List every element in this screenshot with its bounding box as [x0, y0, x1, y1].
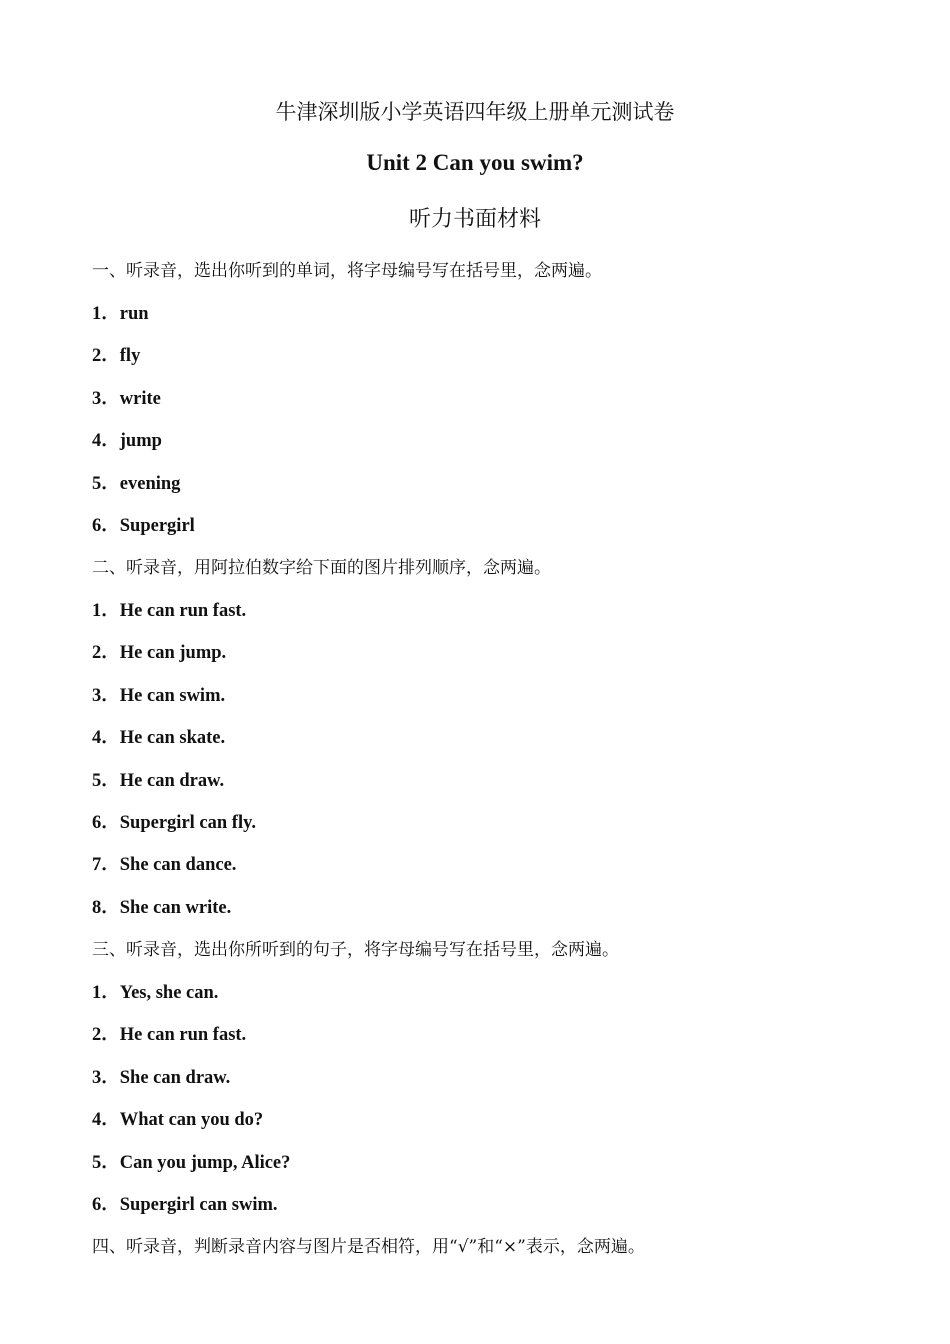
item-number: 3．: [92, 686, 120, 706]
item-text: Can you jump, Alice?: [119, 1153, 291, 1173]
list-item: [92, 850, 236, 876]
item-number: 6．: [92, 516, 120, 536]
item-text: He can jump.: [119, 643, 227, 663]
item-text: fly: [119, 346, 141, 366]
item-text: write: [119, 389, 161, 409]
document-title: 牛津深圳版小学英语四年级上册单元测试卷: [275, 100, 675, 124]
list-item: [92, 723, 225, 749]
item-number: 8．: [92, 898, 120, 918]
item-text: He can run fast.: [119, 1025, 247, 1045]
item-text: She can draw.: [119, 1068, 231, 1088]
item-number: 5．: [92, 474, 120, 494]
list-item: [92, 638, 226, 664]
list-item: [92, 1063, 230, 1089]
list-item: [92, 1148, 290, 1174]
item-number: 5．: [92, 771, 120, 791]
section-4-instruction: 四、听录音，判断录音内容与图片是否相符，用“√”和“×”表示，念两遍。: [92, 1237, 645, 1257]
item-number: 4．: [92, 728, 120, 748]
item-number: 6．: [92, 813, 120, 833]
item-number: 3．: [92, 1068, 120, 1088]
item-number: 1．: [92, 601, 120, 621]
list-item: [92, 978, 218, 1004]
item-text: Supergirl can swim.: [119, 1195, 278, 1215]
material-heading: 听力书面材料: [408, 207, 541, 232]
list-item: [92, 299, 149, 325]
item-number: 6．: [92, 1195, 120, 1215]
item-text: He can run fast.: [119, 601, 247, 621]
item-text: run: [119, 304, 149, 324]
item-text: He can draw.: [119, 771, 225, 791]
item-text: He can skate.: [119, 728, 226, 748]
item-number: 1．: [92, 304, 120, 324]
list-item: [92, 426, 162, 452]
item-text: What can you do?: [119, 1110, 264, 1130]
list-item: [92, 808, 256, 834]
item-text: Yes, she can.: [119, 983, 219, 1003]
list-item: [92, 469, 180, 495]
section-1-instruction: 一、听录音，选出你听到的单词，将字母编号写在括号里，念两遍。: [92, 261, 602, 281]
item-number: 5．: [92, 1153, 120, 1173]
item-text: She can write.: [119, 898, 232, 918]
section-3-instruction: 三、听录音，选出你所听到的句子，将字母编号写在括号里，念两遍。: [92, 940, 619, 960]
item-number: 2．: [92, 346, 120, 366]
list-item: [92, 681, 225, 707]
item-number: 4．: [92, 431, 120, 451]
list-item: [92, 1190, 278, 1216]
item-text: He can swim.: [119, 686, 226, 706]
item-number: 2．: [92, 643, 120, 663]
item-number: 2．: [92, 1025, 120, 1045]
list-item: [92, 341, 140, 367]
unit-subtitle: Unit 2 Can you swim?: [366, 150, 584, 175]
list-item: [92, 1020, 246, 1046]
item-text: Supergirl: [119, 516, 195, 536]
list-item: [92, 384, 161, 410]
list-item: [92, 766, 224, 792]
item-number: 1．: [92, 983, 120, 1003]
item-text: jump: [119, 431, 162, 451]
item-number: 3．: [92, 389, 120, 409]
item-number: 4．: [92, 1110, 120, 1130]
list-item: [92, 511, 195, 537]
item-text: She can dance.: [119, 855, 237, 875]
list-item: [92, 1105, 263, 1131]
item-number: 7．: [92, 855, 120, 875]
item-text: Supergirl can fly.: [119, 813, 256, 833]
item-text: evening: [119, 474, 181, 494]
section-2-instruction: 二、听录音，用阿拉伯数字给下面的图片排列顺序，念两遍。: [92, 558, 551, 578]
list-item: [92, 893, 231, 919]
list-item: [92, 596, 246, 622]
